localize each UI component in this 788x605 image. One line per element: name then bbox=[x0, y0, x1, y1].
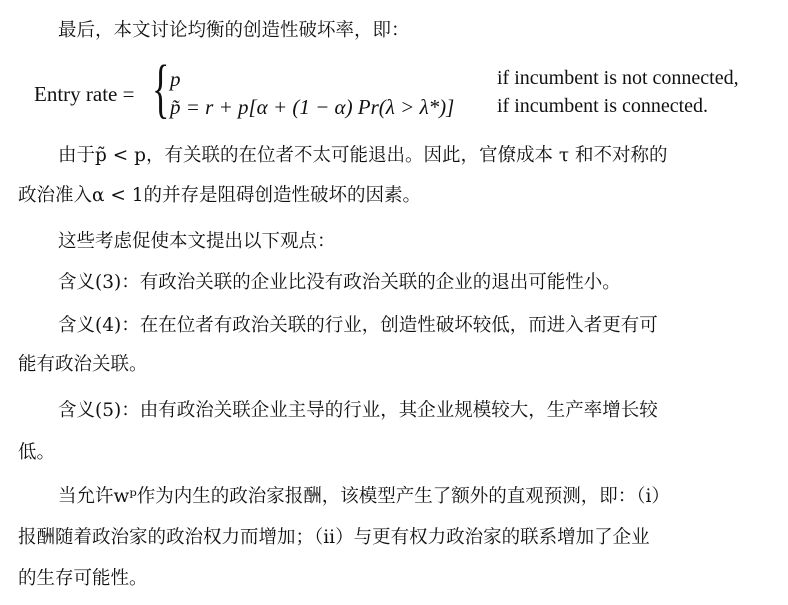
left-brace: { bbox=[152, 52, 170, 125]
implication-3: 含义(3)：有政治关联的企业比没有政治关联的企业的退出可能性小。 bbox=[58, 272, 621, 293]
case-2-expression: p̃ = r + p[α + (1 − α) Pr(λ > λ*)] bbox=[170, 95, 455, 119]
implication-5-line-2: 低。 bbox=[18, 442, 56, 463]
case-1-expression: p bbox=[170, 67, 181, 91]
implication-4-line-1: 含义(4)：在在位者有政治关联的行业，创造性破坏较低，而进入者更有可 bbox=[58, 315, 658, 336]
implication-4-line-2: 能有政治关联。 bbox=[18, 354, 148, 375]
case-2-condition: if incumbent is connected. bbox=[497, 95, 709, 117]
equation-label: Entry rate = bbox=[34, 82, 135, 106]
last-paragraph-line-3: 的生存可能性。 bbox=[18, 568, 148, 589]
paragraph-1-line-2: 政治准入α < 1的并存是阻碍创造性破坏的因素。 bbox=[18, 185, 422, 206]
intro-line: 最后，本文讨论均衡的创造性破坏率，即： bbox=[58, 20, 410, 41]
paragraph-2: 这些考虑促使本文提出以下观点： bbox=[58, 231, 336, 252]
last-paragraph-line-1: 当允许wᵖ作为内生的政治家报酬，该模型产生了额外的直观预测，即：（i） bbox=[58, 486, 670, 507]
last-paragraph-line-2: 报酬随着政治家的政治权力而增加；（ii）与更有权力政治家的联系增加了企业 bbox=[18, 527, 650, 548]
case-1-condition: if incumbent is not connected, bbox=[497, 67, 739, 89]
paragraph-1-line-1: 由于p̃ < p，有关联的在位者不太可能退出。因此，官僚成本 τ 和不对称的 bbox=[58, 145, 668, 166]
implication-5-line-1: 含义(5)：由有政治关联企业主导的行业，其企业规模较大，生产率增长较 bbox=[58, 400, 658, 421]
